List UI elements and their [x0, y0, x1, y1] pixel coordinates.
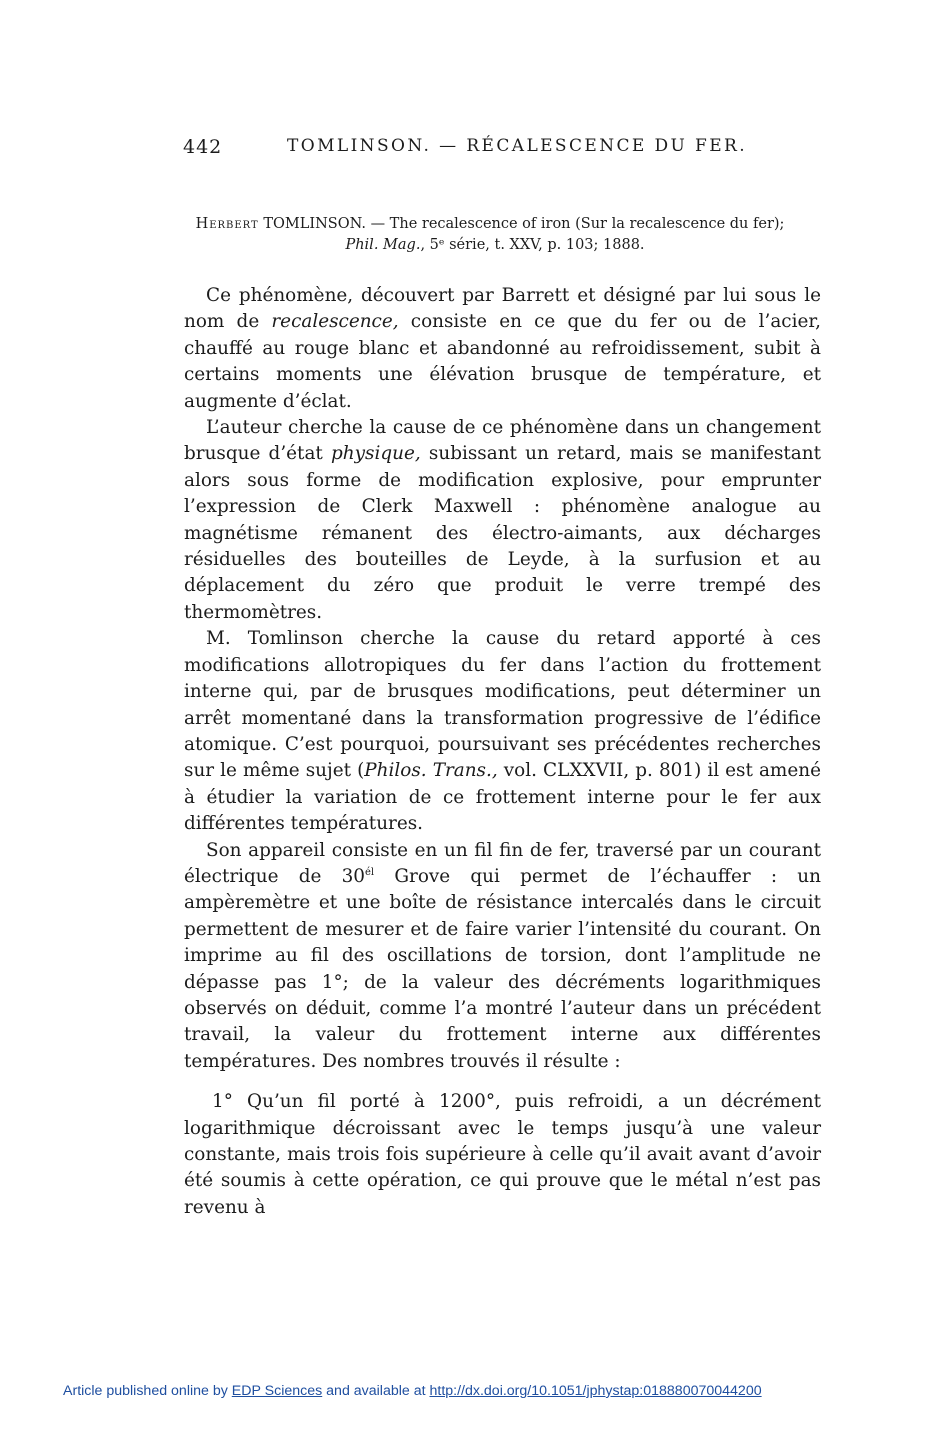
- journal-name: Phil. Mag.: [345, 237, 421, 253]
- paragraph-2: [184, 415, 821, 626]
- article-citation: [150, 214, 830, 256]
- running-header: [183, 136, 823, 166]
- author-last-name: TOMLINSON.: [263, 216, 366, 232]
- publisher-link[interactable]: EDP Sciences: [231, 1383, 323, 1399]
- paragraph-4-superscript: él: [365, 866, 375, 878]
- article-body: [184, 283, 821, 1221]
- paragraph-3: [184, 626, 821, 837]
- author-first-name: Herbert: [195, 216, 259, 232]
- paragraph-2-text-b: subissant un retard, mais se manifestant alors sous forme de modification explosive, pour emprunter l’expression de Clerk Maxwell : phénomène analogue au magnétisme rémanent des électro-aimants, aux décharges résiduelles des bouteilles de Leyde, à la surfusion et au déplacement du zéro que produit le verre trempé des thermomètres.: [184, 443, 821, 623]
- paragraph-4-text-b: Grove qui permet de l’échauffer : un ampèremètre et une boîte de résistance intercalés dans le circuit permettent de mesurer et de faire varier l’intensité du courant. On imprime au fil des oscillations de torsion, dont l’amplitude ne dépasse pas 1°; de la valeur des décréments logarithmiques observés on déduit, comme l’a montré l’auteur dans un précédent travail, la valeur du frottement interne aux différentes températures. Des nombres trouvés il résulte :: [184, 865, 821, 1072]
- paragraph-1-text-b: consiste en ce que du fer ou de l’acier, chauffé au rouge blanc et abandonné au refroidissement, subit à certains moments une élévation brusque de température, et augmente d’éclat.: [184, 311, 821, 412]
- paragraph-3-text-b: vol. CLXXVII, p. 801) il est amené à étudier la variation de ce frottement interne pour le fer aux différentes températures.: [184, 760, 821, 835]
- paragraph-1-emphasis: recalescence,: [271, 311, 399, 333]
- paragraph-1: [184, 283, 821, 415]
- paragraph-2-emphasis: physique,: [331, 443, 421, 465]
- citation-title: — The recalescence of iron (Sur la recalescence du fer);: [370, 216, 785, 232]
- paragraph-4-text-a: Son appareil consiste en un fil fin de fer, traversé par un courant électrique de 30: [184, 839, 821, 887]
- running-title: TOMLINSON. — RÉCALESCENCE DU FER.: [287, 136, 748, 156]
- paragraph-3-emphasis: Philos. Trans.,: [364, 760, 498, 782]
- paragraph-5: 1° Qu’un fil porté à 1200°, puis refroidi, a un décrément logarithmique décroissant avec le temps jusqu’à une valeur constante, mais trois fois supérieure à celle qu’il avait avant d’avoir été soumis à cette opération, ce qui prouve que le métal n’est pas revenu à: [184, 1091, 821, 1218]
- paragraph-1-text-a: Ce phénomène, découvert par Barrett et désigné par lui sous le nom de: [184, 285, 821, 333]
- doi-link[interactable]: http://dx.doi.org/10.1051/jphystap:018880070044200: [429, 1383, 762, 1399]
- publication-footer: [63, 1383, 863, 1399]
- paragraph-3-text-a: M. Tomlinson cherche la cause du retard apporté à ces modifications allotropiques du fer dans l’action du frottement interne qui, par de brusques modifications, peut déterminer un arrêt momentané dans la transformation progressive de l’édifice atomique. C’est pourquoi, poursuivant ses précédentes recherches sur le même sujet (: [184, 628, 821, 782]
- citation-source: [150, 235, 830, 256]
- citation-details: , 5ᵉ série, t. XXV, p. 103; 1888.: [420, 237, 645, 253]
- page-number: 442: [183, 136, 223, 158]
- paragraph-4: [184, 838, 821, 1076]
- footer-middle: and available at: [322, 1383, 430, 1399]
- footer-prefix: Article published online by: [63, 1383, 232, 1399]
- paragraph-2-text-a: L’auteur cherche la cause de ce phénomène dans un changement brusque d’état: [184, 417, 821, 465]
